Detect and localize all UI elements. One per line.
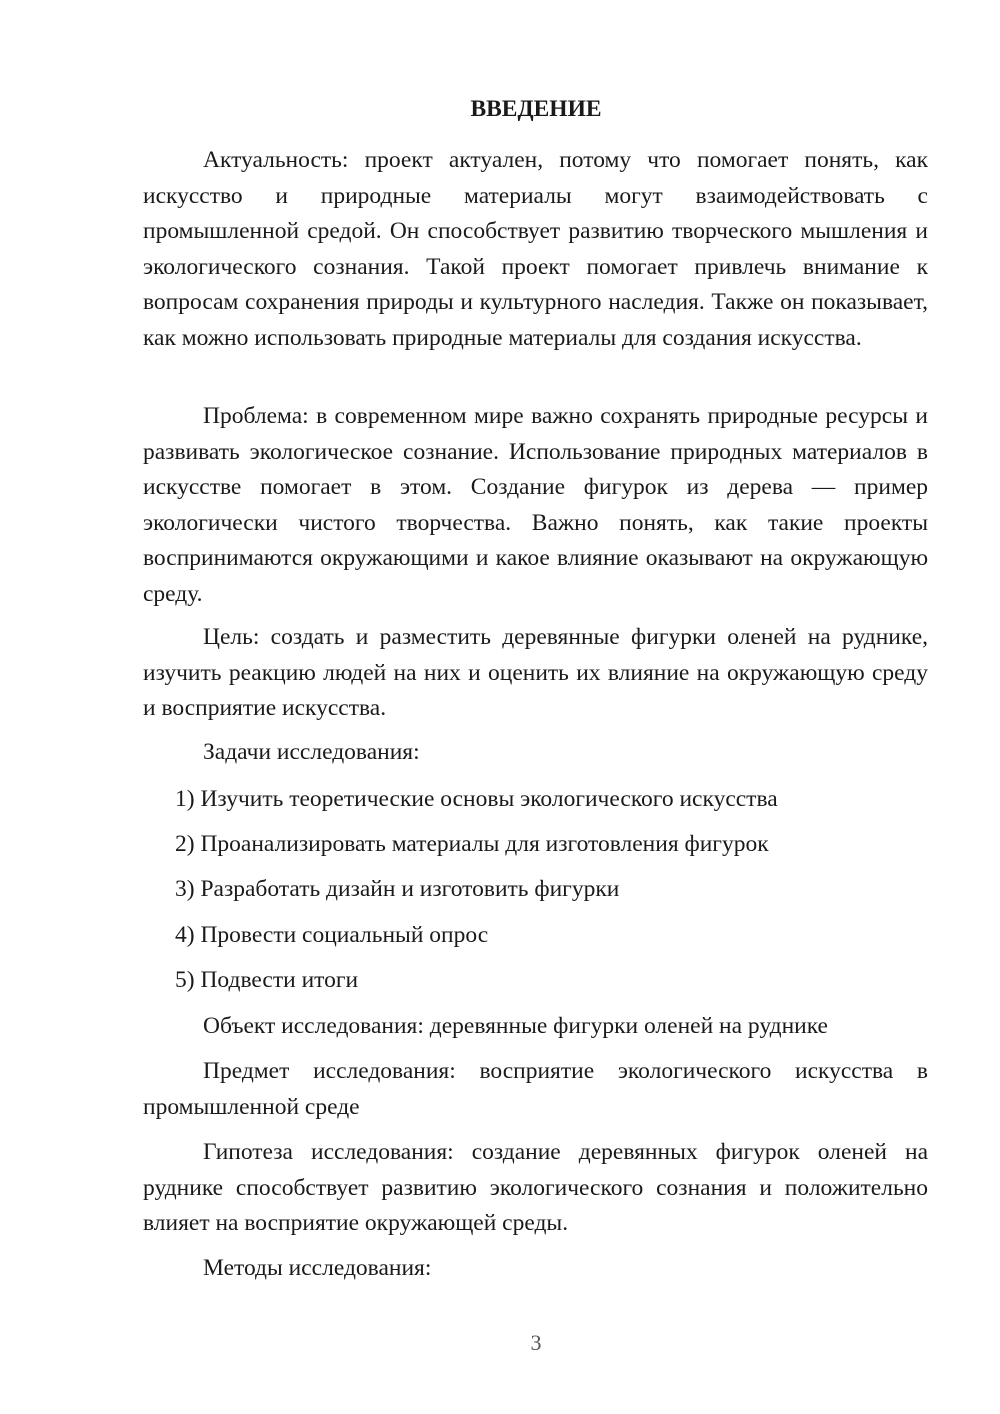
tasks-heading: Задачи исследования: [203, 739, 420, 765]
paragraph-hypothesis: Гипотеза исследования: создание деревянных фигурок оленей на руднике способствует развитию экологического сознания и положительно влияет на восприятие окружающей среды. [143, 1139, 928, 1237]
list-item-number: 4) [175, 922, 195, 948]
methods-heading: Методы исследования: [203, 1255, 432, 1281]
list-item [175, 827, 935, 863]
paragraph-problem: Проблема: в современном мире важно сохранять природные ресурсы и развивать экологическое сознание. Использование природных материалов в искусстве помогает в этом. Создание фигурок из дерева — пример экологически чистого творчества. Важно понять, как такие проекты воспринимаются окружающими и какое влияние оказывают на окружающую среду. [143, 403, 928, 607]
list-item [175, 782, 935, 818]
list-item-number: 5) [175, 967, 195, 993]
list-item [175, 963, 935, 999]
paragraph-object: Объект исследования: деревянные фигурки оленей на руднике [203, 1013, 828, 1039]
paragraph-relevance: Актуальность: проект актуален, потому что помогает понять, как искусство и природные материалы могут взаимодействовать с промышленной средой. Он способствует развитию творческого мышления и экологического сознания. Такой проект помогает привлечь внимание к вопросам сохранения природы и культурного наследия. Также он показывает, как можно использовать природные материалы для создания искусства. [143, 147, 928, 351]
list-item [175, 918, 935, 954]
paragraph-subject: Предмет исследования: восприятие экологического искусства в промышленной среде [143, 1058, 928, 1120]
page-number: 3 [530, 1330, 542, 1355]
list-item-text: Проанализировать материалы для изготовления фигурок [200, 831, 769, 857]
list-item-text: Разработать дизайн и изготовить фигурки [200, 876, 620, 902]
paragraph-goal: Цель: создать и разместить деревянные фигурки оленей на руднике, изучить реакцию людей на них и оценить их влияние на окружающую среду и восприятие искусства. [143, 624, 928, 722]
list-item [175, 872, 935, 908]
list-item-number: 2) [175, 831, 195, 857]
list-item-text: Изучить теоретические основы экологического искусства [200, 786, 778, 812]
list-item-number: 3) [175, 876, 195, 902]
list-item-number: 1) [175, 786, 195, 812]
section-title: ВВЕДЕНИЕ [470, 96, 602, 122]
list-item-text: Провести социальный опрос [200, 922, 489, 948]
list-item-text: Подвести итоги [200, 967, 359, 993]
